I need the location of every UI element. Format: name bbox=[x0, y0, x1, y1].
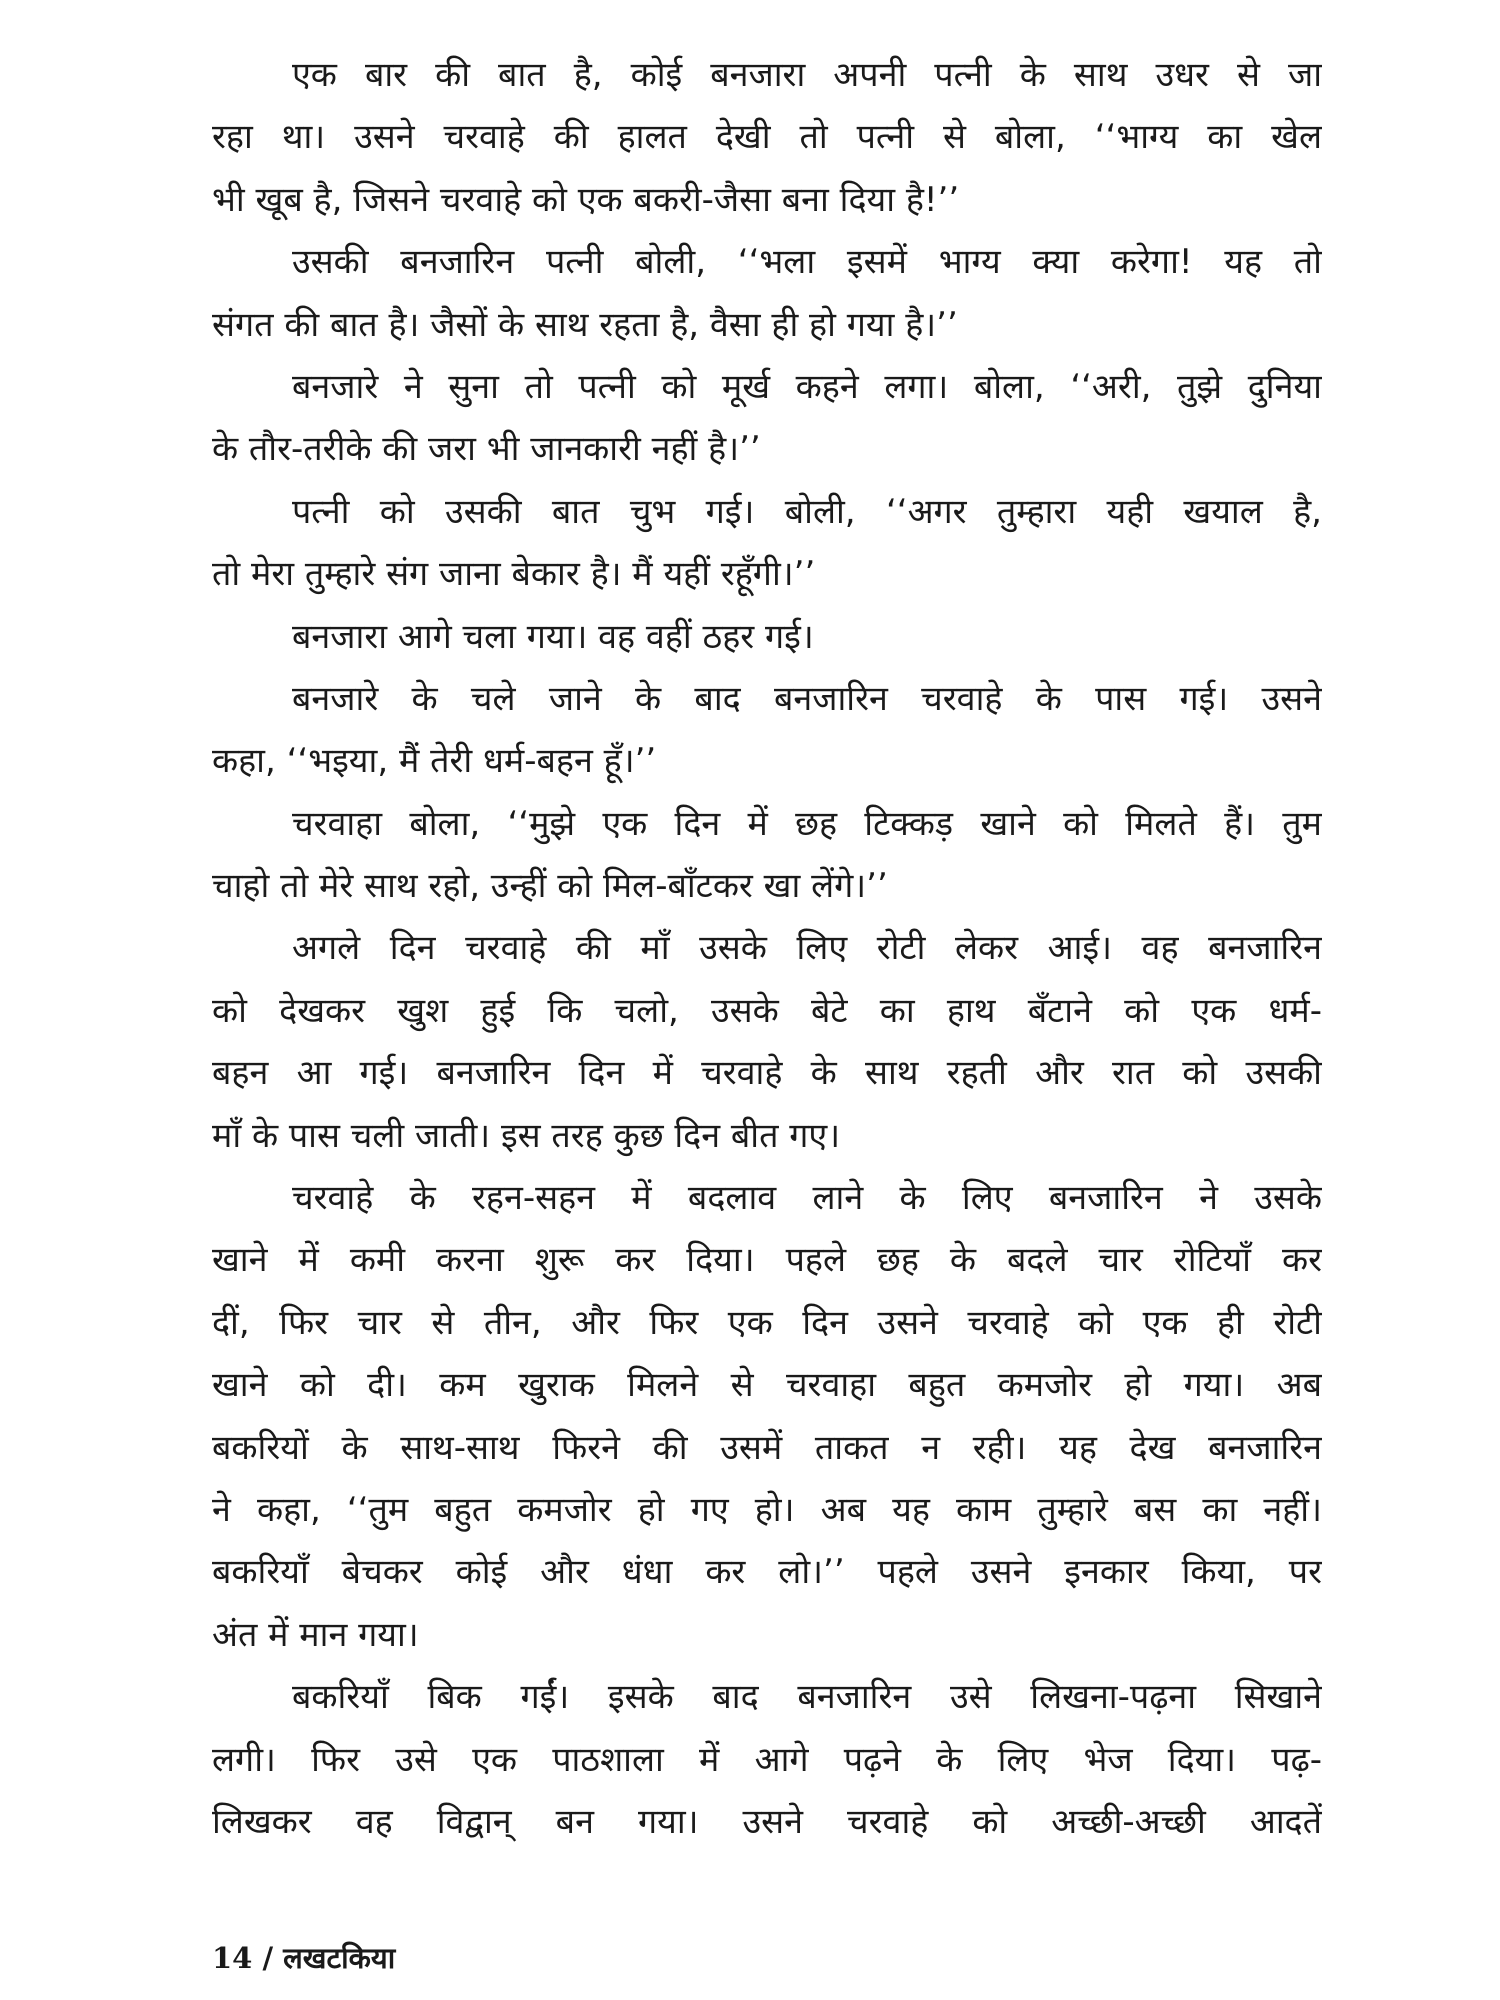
text-line: बनजारे के चले जाने के बाद बनजारिन चरवाहे के पास गई। उसने bbox=[292, 678, 1322, 719]
text-line: दीं, फिर चार से तीन, और फिर एक दिन उसने चरवाहे को एक ही रोटी bbox=[212, 1302, 1322, 1343]
text-line: अंत में मान गया। bbox=[212, 1614, 419, 1655]
text-line: खाने को दी। कम खुराक मिलने से चरवाहा बहुत कमजोर हो गया। अब bbox=[212, 1365, 1322, 1406]
text-line: बनजारा आगे चला गया। वह वहीं ठहर गई। bbox=[292, 616, 814, 657]
text-line: पत्नी को उसकी बात चुभ गई। बोली, ‘‘अगर तुम्हारा यही खयाल है, bbox=[292, 491, 1322, 532]
text-line: चरवाहा बोला, ‘‘मुझे एक दिन में छह टिक्कड़ खाने को मिलते हैं। तुम bbox=[292, 803, 1322, 844]
text-line: एक बार की बात है, कोई बनजारा अपनी पत्नी के साथ उधर से जा bbox=[292, 55, 1322, 95]
text-line: तो मेरा तुम्हारे संग जाना बेकार है। मैं यहीं रहूँगी।’’ bbox=[212, 554, 816, 595]
text-line: बकरियाँ बिक गईं। इसके बाद बनजारिन उसे लिखना-पढ़ना सिखाने bbox=[292, 1677, 1322, 1718]
body-text bbox=[212, 44, 1322, 1853]
text-line: के तौर-तरीके की जरा भी जानकारी नहीं है।’’ bbox=[212, 429, 761, 470]
text-line: बहन आ गई। बनजारिन दिन में चरवाहे के साथ रहती और रात को उसकी bbox=[212, 1053, 1322, 1094]
page-footer: 14 / लखटकिया bbox=[212, 1941, 396, 1975]
text-line: ने कहा, ‘‘तुम बहुत कमजोर हो गए हो। अब यह काम तुम्हारे बस का नहीं। bbox=[212, 1489, 1322, 1530]
text-line: को देखकर खुश हुई कि चलो, उसके बेटे का हाथ बँटाने को एक धर्म- bbox=[212, 990, 1322, 1031]
text-line: कहा, ‘‘भइया, मैं तेरी धर्म-बहन हूँ।’’ bbox=[212, 741, 657, 782]
text-line: चरवाहे के रहन-सहन में बदलाव लाने के लिए बनजारिन ने उसके bbox=[292, 1178, 1322, 1219]
text-line: बकरियाँ बेचकर कोई और धंधा कर लो।’’ पहले उसने इनकार किया, पर bbox=[212, 1552, 1322, 1593]
text-line: भी खूब है, जिसने चरवाहे को एक बकरी-जैसा बना दिया है!’’ bbox=[212, 179, 960, 220]
text-line: अगले दिन चरवाहे की माँ उसके लिए रोटी लेकर आई। वह बनजारिन bbox=[292, 928, 1322, 969]
text-line: लिखकर वह विद्वान् बन गया। उसने चरवाहे को अच्छी-अच्छी आदतें bbox=[212, 1801, 1322, 1842]
text-line: चाहो तो मेरे साथ रहो, उन्हीं को मिल-बाँटकर खा लेंगे।’’ bbox=[212, 866, 888, 907]
text-line: माँ के पास चली जाती। इस तरह कुछ दिन बीत गए। bbox=[212, 1115, 841, 1156]
text-line: बकरियों के साथ-साथ फिरने की उसमें ताकत न रही। यह देख बनजारिन bbox=[212, 1427, 1322, 1468]
text-line: बनजारे ने सुना तो पत्नी को मूर्ख कहने लगा। बोला, ‘‘अरी, तुझे दुनिया bbox=[292, 366, 1322, 407]
text-line: उसकी बनजारिन पत्नी बोली, ‘‘भला इसमें भाग्य क्या करेगा! यह तो bbox=[292, 242, 1322, 283]
text-line: रहा था। उसने चरवाहे की हालत देखी तो पत्नी से बोला, ‘‘भाग्य का खेल bbox=[212, 117, 1322, 158]
text-line: लगी। फिर उसे एक पाठशाला में आगे पढ़ने के लिए भेज दिया। पढ़- bbox=[212, 1739, 1322, 1780]
text-line: संगत की बात है। जैसों के साथ रहता है, वैसा ही हो गया है।’’ bbox=[212, 304, 958, 345]
text-line: खाने में कमी करना शुरू कर दिया। पहले छह के बदले चार रोटियाँ कर bbox=[212, 1240, 1322, 1281]
